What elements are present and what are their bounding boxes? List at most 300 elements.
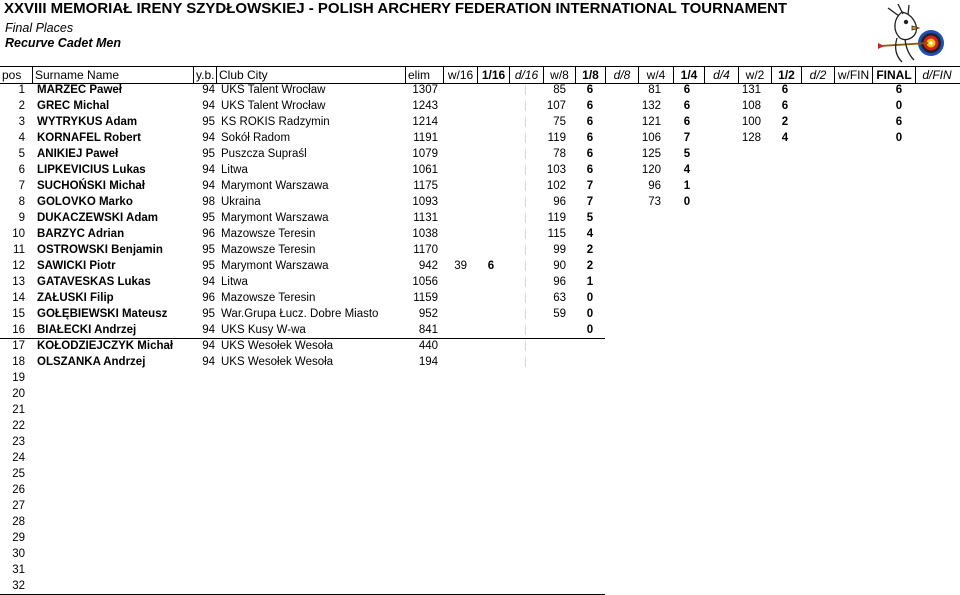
cell-r8: 5 — [586, 212, 594, 224]
cell-final: 6 — [895, 116, 903, 128]
cell-pos: 18 — [12, 356, 25, 368]
cell-separator — [525, 213, 526, 223]
cell-name: SAWICKI Piotr — [37, 260, 116, 272]
cell-w2: 100 — [741, 116, 761, 128]
cell-separator — [525, 357, 526, 367]
col-club: Club City — [217, 67, 406, 83]
cell-w16 — [444, 354, 467, 370]
cell-pos: 29 — [12, 532, 25, 544]
cell-w2 — [730, 178, 761, 194]
cell-pos: 20 — [12, 388, 25, 400]
cell-elim: 1093 — [412, 196, 438, 208]
cell-w8: 119 — [547, 132, 566, 144]
cell-club: Puszcza Supraśl — [221, 148, 307, 160]
cell-r16 — [478, 178, 504, 194]
cell-w2 — [730, 194, 761, 210]
cell-club: UKS Kusy W-wa — [221, 324, 306, 336]
cell-elim: 440 — [418, 340, 438, 352]
cell-pos: 6 — [18, 164, 25, 176]
cell-r16 — [478, 130, 504, 146]
table-row — [0, 130, 960, 146]
table-row — [0, 226, 960, 242]
cell-r8: 6 — [586, 132, 594, 144]
table-row — [0, 194, 960, 210]
cell-w8 — [536, 322, 566, 338]
col-w16: w/16 — [444, 67, 478, 83]
cell-r8 — [576, 354, 604, 370]
cell-r4 — [674, 306, 700, 322]
cell-yb: 96 — [202, 228, 215, 240]
cell-name: ZAŁUSKI Filip — [37, 292, 114, 304]
cell-r2 — [772, 274, 798, 290]
cell-w16 — [444, 338, 467, 354]
cell-elim: 1056 — [412, 276, 438, 288]
archer-bird-target-logo-icon — [872, 4, 952, 66]
cell-w4: 125 — [641, 148, 661, 160]
cell-w4: 121 — [641, 116, 661, 128]
cell-pos: 12 — [12, 260, 25, 272]
cell-w16 — [444, 130, 467, 146]
cell-elim: 1159 — [413, 292, 438, 304]
cell-separator — [525, 181, 526, 191]
cell-yb: 94 — [202, 164, 215, 176]
cell-club: Marymont Warszawa — [221, 260, 329, 272]
col-pos: pos — [0, 67, 33, 83]
cell-r4 — [674, 338, 700, 354]
col-d4: d/4 — [705, 67, 739, 83]
cell-r4 — [674, 258, 700, 274]
cell-w8: 102 — [546, 180, 566, 192]
cell-pos: 13 — [12, 276, 25, 288]
cell-w2 — [730, 354, 761, 370]
table-row — [0, 210, 960, 226]
cell-w2 — [730, 290, 761, 306]
cell-pos: 32 — [12, 580, 25, 592]
cell-r2 — [772, 178, 798, 194]
cell-name: BARZYC Adrian — [37, 228, 125, 240]
cell-w4 — [630, 226, 661, 242]
cell-final — [880, 354, 918, 370]
cell-pos: 24 — [12, 452, 25, 464]
cell-r8: 0 — [586, 324, 594, 336]
cell-club: War.Grupa Łucz. Dobre Miasto — [221, 308, 379, 320]
cell-r2: 6 — [781, 100, 789, 112]
table-row — [0, 370, 960, 386]
cell-r8: 7 — [586, 196, 594, 208]
cell-r4 — [674, 274, 700, 290]
cell-name: GATAVESKAS Lukas — [37, 276, 151, 288]
cell-yb: 94 — [202, 132, 215, 144]
cell-r4: 5 — [683, 148, 691, 160]
cell-w2 — [730, 210, 761, 226]
cell-pos: 25 — [12, 468, 25, 480]
cell-club: Mazowsze Teresin — [221, 244, 316, 256]
cell-name: GOŁĘBIEWSKI Mateusz — [37, 308, 168, 320]
cell-w8: 75 — [553, 116, 566, 128]
cell-name: ANIKIEJ Paweł — [37, 148, 119, 160]
col-elim: elim — [406, 67, 444, 83]
cell-club: Mazowsze Teresin — [221, 292, 316, 304]
cell-elim: 1214 — [412, 116, 438, 128]
cell-w4 — [630, 210, 661, 226]
cell-r2 — [772, 194, 798, 210]
cell-r16 — [478, 194, 504, 210]
cell-yb: 98 — [202, 196, 215, 208]
cell-w16 — [444, 178, 467, 194]
cell-final: 0 — [895, 132, 903, 144]
cell-w8: 96 — [553, 196, 566, 208]
cell-elim: 1175 — [413, 180, 438, 192]
col-w8: w/8 — [544, 67, 576, 83]
cell-club: KS ROKIS Radzymin — [221, 116, 330, 128]
col-r8: 1/8 — [576, 67, 606, 83]
cell-name: KORNAFEL Robert — [37, 132, 141, 144]
cell-final: 0 — [895, 100, 903, 112]
cell-club: Sokół Radom — [221, 132, 291, 144]
cell-pos: 23 — [12, 436, 25, 448]
cell-pos: 15 — [12, 308, 25, 320]
cell-pos: 17 — [12, 340, 25, 352]
cell-pos: 9 — [18, 212, 25, 224]
table-row — [0, 498, 960, 514]
table-row — [0, 386, 960, 402]
cell-r16 — [478, 338, 504, 354]
cell-separator — [525, 165, 526, 175]
cell-w2: 131 — [741, 84, 761, 96]
cell-r2 — [772, 338, 798, 354]
cell-w4 — [630, 322, 661, 338]
cell-r4: 1 — [683, 180, 691, 192]
cell-w2 — [730, 226, 761, 242]
col-d16: d/16 — [510, 67, 544, 83]
cell-pos: 14 — [12, 292, 25, 304]
cell-pos: 5 — [18, 148, 25, 160]
cell-name: KOŁODZIEJCZYK Michał — [37, 340, 174, 352]
category-title: Recurve Cadet Men — [5, 36, 122, 50]
cell-pos: 4 — [18, 132, 25, 144]
cell-pos: 31 — [12, 564, 25, 576]
cell-r8: 1 — [586, 276, 594, 288]
cell-w4 — [630, 306, 661, 322]
cell-final — [880, 290, 918, 306]
cell-w4: 73 — [648, 196, 661, 208]
cell-w8: 85 — [553, 84, 566, 96]
cell-r16 — [478, 226, 504, 242]
cell-yb: 94 — [202, 100, 215, 112]
cell-r16 — [478, 82, 504, 98]
cell-yb: 94 — [202, 84, 215, 96]
col-w4: w/4 — [639, 67, 674, 83]
cell-pos: 21 — [12, 404, 25, 416]
cell-r8: 2 — [586, 244, 594, 256]
cell-separator — [525, 261, 526, 271]
cell-w2 — [730, 338, 761, 354]
cell-r4: 6 — [683, 100, 691, 112]
cell-elim: 1191 — [413, 132, 438, 144]
col-r4: 1/4 — [674, 67, 705, 83]
table-row — [0, 82, 960, 98]
table-row — [0, 178, 960, 194]
cell-w16 — [444, 114, 467, 130]
cell-w2 — [730, 306, 761, 322]
cell-w16 — [444, 322, 467, 338]
cell-pos: 19 — [12, 372, 25, 384]
col-name: Surname Name — [33, 67, 194, 83]
cell-r2: 6 — [781, 84, 789, 96]
cell-separator — [525, 325, 526, 335]
cell-w16 — [444, 98, 467, 114]
col-r16: 1/16 — [478, 67, 510, 83]
table-row — [0, 418, 960, 434]
cell-final — [880, 178, 918, 194]
cell-elim: 841 — [418, 324, 438, 336]
cell-name: DUKACZEWSKI Adam — [37, 212, 158, 224]
table-row — [0, 338, 960, 354]
cell-elim: 1131 — [413, 212, 438, 224]
table-row — [0, 434, 960, 450]
cell-pos: 26 — [12, 484, 25, 496]
page-subtitle: Final Places — [5, 21, 74, 35]
cell-r2 — [772, 210, 798, 226]
cell-club: Litwa — [221, 164, 248, 176]
cell-w4: 120 — [641, 164, 661, 176]
cell-r16 — [478, 354, 504, 370]
cell-r8: 2 — [586, 260, 594, 272]
cell-w4: 132 — [641, 100, 661, 112]
cell-w4: 106 — [641, 132, 661, 144]
cell-w2 — [730, 274, 761, 290]
cell-r8: 6 — [586, 100, 594, 112]
cell-pos: 16 — [12, 324, 25, 336]
cell-w16 — [444, 146, 467, 162]
cell-separator — [525, 293, 526, 303]
cell-w2 — [730, 146, 761, 162]
cell-w4 — [630, 258, 661, 274]
cell-separator — [525, 101, 526, 111]
table-row — [0, 98, 960, 114]
cell-pos: 22 — [12, 420, 25, 432]
table-row — [0, 530, 960, 546]
cell-r4: 7 — [683, 132, 691, 144]
cell-w16 — [444, 226, 467, 242]
cell-name: WYTRYKUS Adam — [37, 116, 138, 128]
cell-r2 — [772, 306, 798, 322]
cell-pos: 11 — [13, 244, 25, 256]
cell-r8: 7 — [586, 180, 594, 192]
cell-club: UKS Wesołek Wesoła — [221, 340, 334, 352]
cell-r2: 4 — [781, 132, 789, 144]
cell-club: UKS Talent Wrocław — [221, 100, 326, 112]
cell-w8: 99 — [553, 244, 566, 256]
cell-separator — [525, 245, 526, 255]
cell-yb: 95 — [202, 212, 215, 224]
cell-r8: 4 — [586, 228, 594, 240]
cell-w2: 108 — [741, 100, 761, 112]
table-row — [0, 322, 960, 338]
table-row — [0, 114, 960, 130]
cell-club: Ukraina — [221, 196, 261, 208]
cell-r8 — [576, 338, 604, 354]
cell-yb: 94 — [202, 356, 215, 368]
cell-w4 — [630, 290, 661, 306]
table-row — [0, 274, 960, 290]
cell-elim: 1079 — [412, 148, 438, 160]
cell-club: UKS Talent Wrocław — [221, 84, 326, 96]
cell-r4: 0 — [683, 196, 691, 208]
cell-final — [880, 194, 918, 210]
cell-w4 — [630, 338, 661, 354]
cell-r8: 6 — [586, 148, 594, 160]
cell-pos: 7 — [18, 180, 25, 192]
table-row — [0, 546, 960, 562]
cell-w4: 96 — [648, 180, 661, 192]
cell-w8: 90 — [553, 260, 566, 272]
cell-r4 — [674, 290, 700, 306]
cell-w16 — [444, 162, 467, 178]
col-r2: 1/2 — [772, 67, 802, 83]
cell-r8: 0 — [586, 308, 594, 320]
cell-name: OLSZANKA Andrzej — [37, 356, 146, 368]
cell-r16 — [478, 306, 504, 322]
cell-final — [880, 338, 918, 354]
cell-yb: 95 — [202, 244, 215, 256]
cell-yb: 95 — [202, 116, 215, 128]
cell-r16 — [478, 242, 504, 258]
cell-r16: 6 — [487, 260, 495, 272]
col-w2: w/2 — [739, 67, 772, 83]
cell-r8: 6 — [586, 116, 594, 128]
cell-yb: 94 — [202, 180, 215, 192]
cell-r4: 6 — [683, 84, 691, 96]
col-d8: d/8 — [606, 67, 639, 83]
cell-club: UKS Wesołek Wesoła — [221, 356, 334, 368]
cell-r4: 6 — [683, 116, 691, 128]
cell-elim: 952 — [418, 308, 438, 320]
cell-yb: 94 — [202, 276, 215, 288]
cell-r16 — [478, 274, 504, 290]
cell-final — [880, 162, 918, 178]
cell-w8: 78 — [553, 148, 566, 160]
cell-name: SUCHOŃSKI Michał — [37, 180, 145, 192]
cell-w8: 107 — [546, 100, 566, 112]
cell-w2 — [730, 258, 761, 274]
cell-name: MARZEC Paweł — [37, 84, 122, 96]
cell-yb: 95 — [202, 308, 215, 320]
cell-r4 — [674, 242, 700, 258]
cell-w2 — [730, 242, 761, 258]
cell-r16 — [478, 114, 504, 130]
cell-yb: 96 — [202, 292, 215, 304]
table-row — [0, 450, 960, 466]
cell-r4 — [674, 226, 700, 242]
cell-r16 — [478, 162, 504, 178]
cell-separator — [525, 229, 526, 239]
table-row — [0, 146, 960, 162]
table-row — [0, 354, 960, 370]
cell-pos: 3 — [18, 116, 25, 128]
cell-w2 — [730, 162, 761, 178]
cell-club: Marymont Warszawa — [221, 180, 329, 192]
cell-r2 — [772, 226, 798, 242]
cell-w4 — [630, 354, 661, 370]
cell-pos: 2 — [18, 100, 25, 112]
cell-final — [880, 210, 918, 226]
cell-w16 — [444, 274, 467, 290]
table-row — [0, 402, 960, 418]
table-row — [0, 466, 960, 482]
table-row — [0, 290, 960, 306]
cell-pos: 1 — [18, 84, 25, 96]
cell-r2 — [772, 242, 798, 258]
cell-r16 — [478, 322, 504, 338]
cell-final — [880, 258, 918, 274]
cell-w8 — [536, 354, 566, 370]
cell-pos: 28 — [12, 516, 25, 528]
table-row — [0, 562, 960, 578]
table-row — [0, 578, 960, 594]
cell-name: BIAŁECKI Andrzej — [37, 324, 137, 336]
cell-pos: 10 — [12, 228, 25, 240]
cell-w16 — [444, 194, 467, 210]
cell-w16 — [444, 242, 467, 258]
cell-w16 — [444, 306, 467, 322]
cell-r4 — [674, 322, 700, 338]
cell-name: GREC Michal — [37, 100, 110, 112]
cell-yb: 94 — [202, 340, 215, 352]
cell-separator — [525, 309, 526, 319]
cell-separator — [525, 341, 526, 351]
cell-w16 — [444, 290, 467, 306]
cell-club: Mazowsze Teresin — [221, 228, 316, 240]
cell-pos: 30 — [12, 548, 25, 560]
cell-r8: 0 — [586, 292, 594, 304]
cell-w8: 119 — [547, 212, 566, 224]
cell-name: OSTROWSKI Benjamin — [37, 244, 163, 256]
cell-final — [880, 146, 918, 162]
cell-elim: 942 — [418, 260, 438, 272]
cell-elim: 1170 — [413, 244, 438, 256]
cell-w4 — [630, 274, 661, 290]
col-wfin: w/FIN — [835, 67, 873, 83]
cell-final — [880, 322, 918, 338]
cell-name: GOLOVKO Marko — [37, 196, 133, 208]
cell-final — [880, 306, 918, 322]
col-d2: d/2 — [802, 67, 835, 83]
cell-final: 6 — [895, 84, 903, 96]
cell-w4: 81 — [648, 84, 661, 96]
cell-r2 — [772, 162, 798, 178]
col-final: FINAL — [873, 67, 916, 83]
cell-w16 — [444, 82, 467, 98]
cell-elim: 1243 — [412, 100, 438, 112]
cell-r8: 6 — [586, 164, 594, 176]
cell-w8: 103 — [546, 164, 566, 176]
table-row — [0, 482, 960, 498]
table-row — [0, 514, 960, 530]
table-row — [0, 162, 960, 178]
page-title: XXVIII MEMORIAŁ IRENY SZYDŁOWSKIEJ - POLISH ARCHERY FEDERATION INTERNATIONAL TOURNAMENT — [4, 0, 788, 17]
table-row — [0, 306, 960, 322]
cell-w8: 96 — [553, 276, 566, 288]
cell-r2: 2 — [781, 116, 789, 128]
cell-w8: 59 — [553, 308, 566, 320]
cell-w8: 115 — [547, 228, 566, 240]
cell-separator — [525, 277, 526, 287]
cell-separator — [525, 117, 526, 127]
cell-r2 — [772, 146, 798, 162]
cell-w2: 128 — [741, 132, 761, 144]
cell-separator — [525, 149, 526, 159]
